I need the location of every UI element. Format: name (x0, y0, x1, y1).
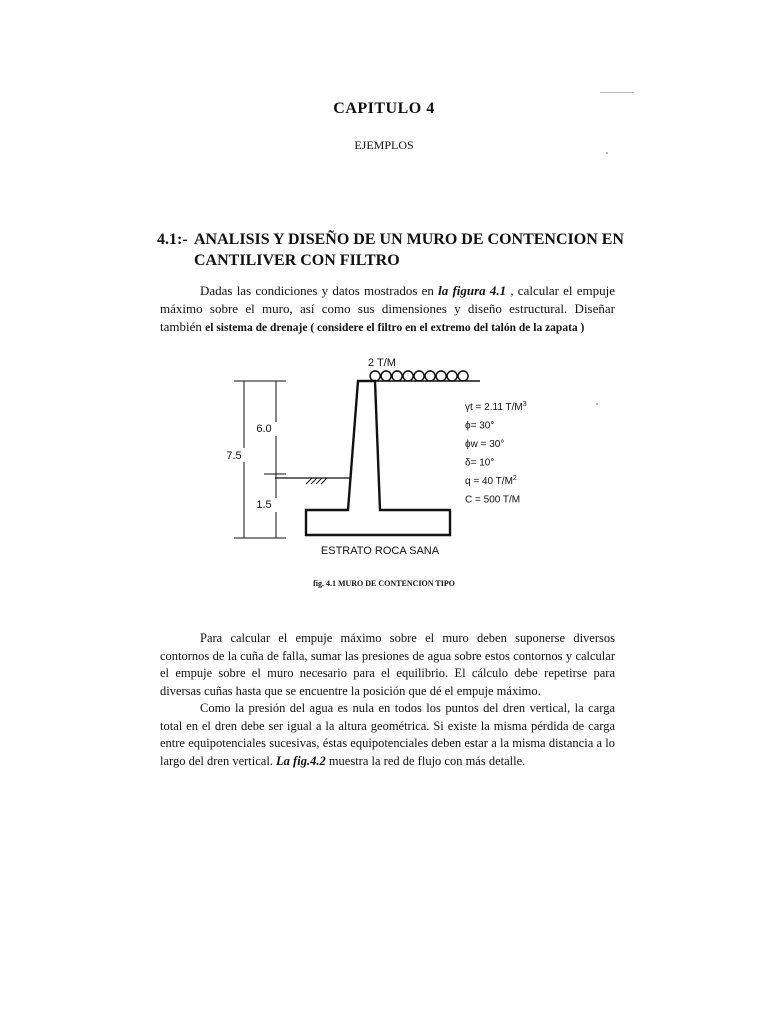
intro-paragraph (160, 282, 615, 337)
intro-text-2: , calcular el empuje máximo sobre el muro, así como sus dimensiones y diseño estructural. Diseñar también (160, 283, 615, 334)
wall-and-footing (306, 381, 450, 535)
section-title-line1: ANALISIS Y DISEÑO DE UN MURO DE CONTENCION EN (194, 231, 624, 248)
scan-speck (596, 403, 598, 405)
body-paragraph-2-text-1: Como la presión del agua es nula en todos los puntos del dren vertical, la carga total en el dren debe ser igual a la altura geométrica. Si existe la misma pérdida de carga entre equipotenciales sucesivas, éstas equipotenciales deben estar a la misma distancia a lo largo del dren vertical. (160, 701, 615, 768)
intro-text-3: el sistema de drenaje ( considere el filtro en el extremo del talón de la zapata ) (205, 322, 585, 334)
body-text (160, 630, 615, 770)
soil-property-5: C = 500 T/M (465, 494, 521, 506)
section-title-line2: CANTILIVER CON FILTRO (194, 252, 400, 269)
dimension-lower: 1.5 (256, 499, 272, 511)
load-label: 2 T/M (368, 357, 396, 369)
body-paragraph-2-text-2: muestra la red de flujo con más detalle. (325, 753, 526, 768)
body-figure-reference: La fig.4.2 (276, 753, 326, 768)
soil-property-2: ϕw = 30° (465, 439, 505, 450)
chapter-subtitle: EJEMPLOS (354, 138, 414, 152)
soil-property-3: δ= 10° (465, 457, 495, 469)
soil-property-4: q = 40 $T/M^2$ (465, 475, 517, 487)
dimension-lines (234, 381, 286, 538)
intro-figure-reference: la figura 4.1 (438, 283, 507, 298)
ground-hatch (306, 478, 327, 484)
scan-mark (600, 92, 634, 93)
soil-property-1: ϕ= 30° (465, 420, 495, 432)
ground-label: ESTRATO ROCA SANA (320, 545, 440, 557)
scan-speck (606, 152, 608, 154)
body-paragraph-1: Para calcular el empuje máximo sobre el muro deben suponerse diversos contornos de la cuña de falla, sumar las presiones de agua sobre estos contornos y calcular el empuje sobre el muro necesario para el equilibrio. El cálculo debe repetirse para diversas cuñas hasta que se encuentre la posición que dé el empuje máximo. (160, 631, 615, 698)
figure-retaining-wall (220, 350, 560, 575)
dimension-upper: 6.0 (256, 423, 272, 435)
chapter-title: CAPITULO 4 (333, 100, 435, 117)
soil-properties (465, 401, 527, 506)
body-paragraph-2 (160, 700, 615, 770)
intro-text-1: Dadas las condiciones y datos mostrados en (200, 283, 439, 298)
dimension-total: 7.5 (226, 450, 242, 462)
figure-caption: fig. 4.1 MURO DE CONTENCION TIPO (313, 579, 455, 588)
soil-property-0: γt = 2.11 $T/M^3$ (465, 401, 527, 413)
section-number: 4.1:- (157, 231, 188, 248)
retaining-wall-diagram (220, 350, 560, 570)
surcharge-load-coils (370, 371, 468, 381)
